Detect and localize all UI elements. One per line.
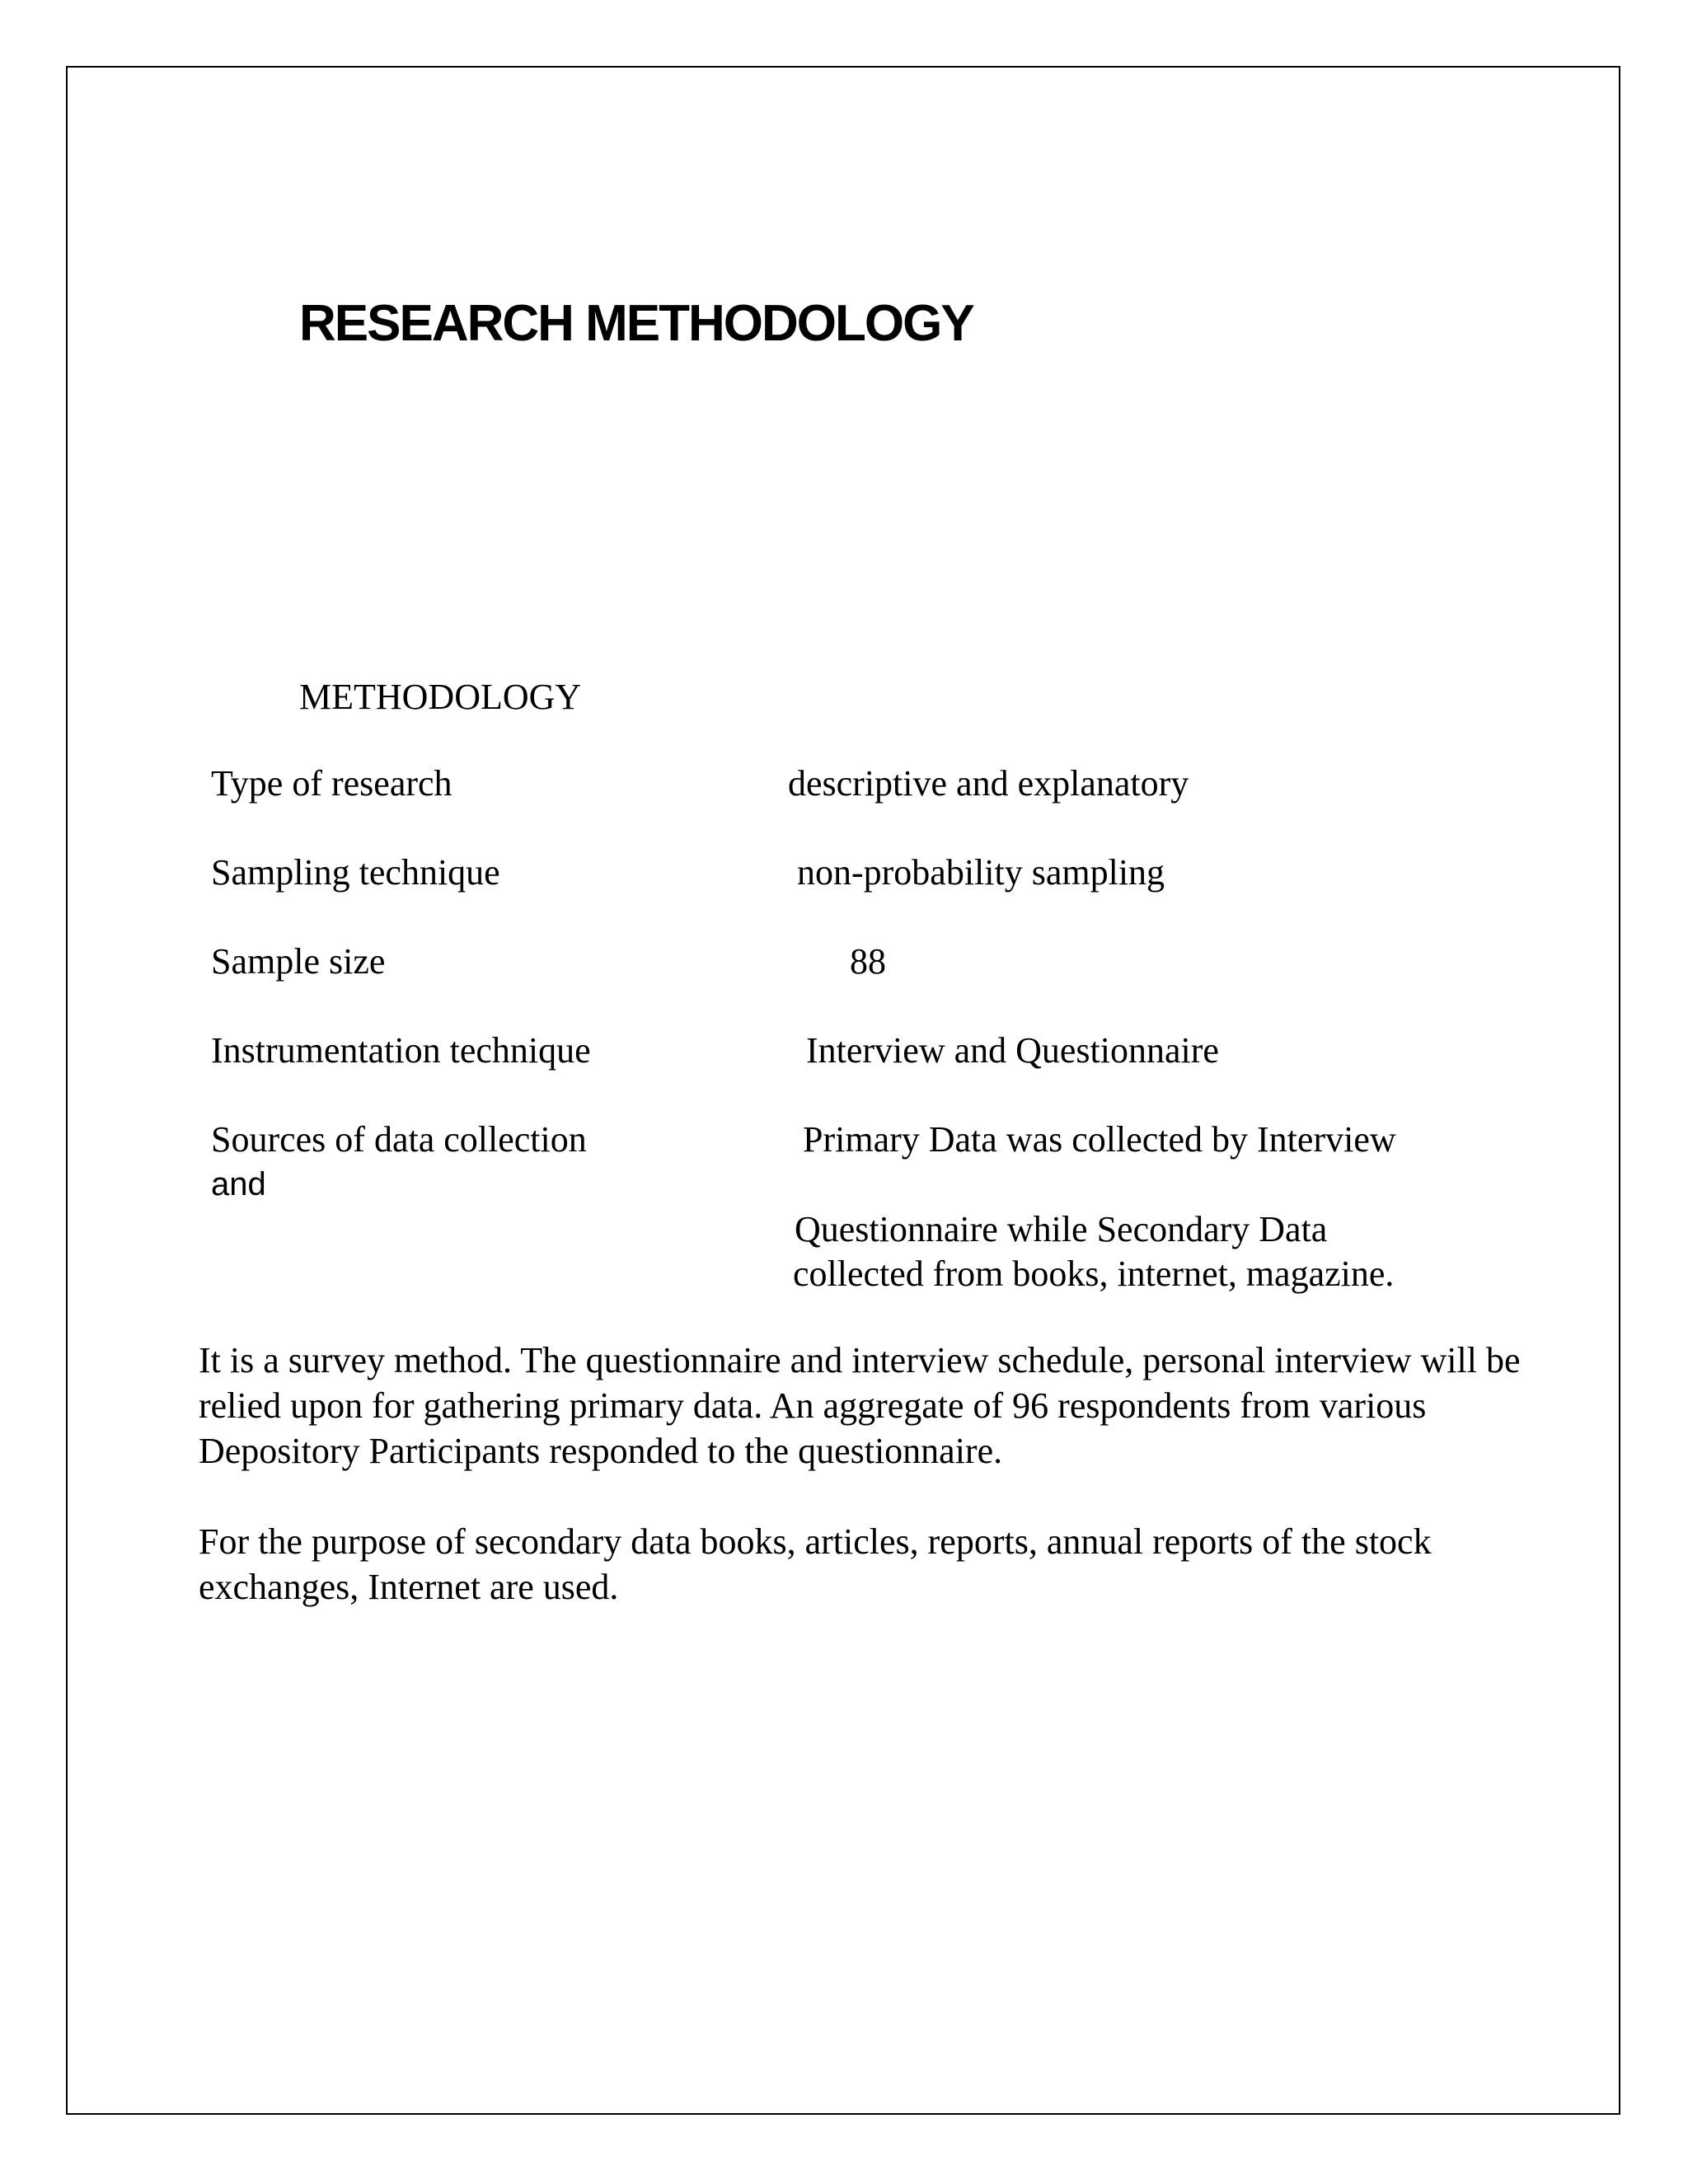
row-value-sources-of-data-collection: Primary Data was collected by Interview — [803, 1119, 1396, 1160]
paragraph-secondary-data: For the purpose of secondary data books, articles, reports, annual reports of the stock exchanges, Internet are used. — [199, 1521, 1432, 1607]
row-value-sampling-technique: non-probability sampling — [797, 852, 1165, 893]
row-value-sample-size: 88 — [850, 941, 886, 982]
row-value-type-of-research: descriptive and explanatory — [788, 763, 1189, 804]
page-border — [66, 66, 1620, 2115]
row-label-continuation: and — [211, 1166, 266, 1202]
page-title: RESEARCH METHODOLOGY — [299, 295, 973, 352]
sources-continuation-line-2: collected from books, internet, magazine. — [793, 1254, 1395, 1294]
row-label-instrumentation-technique: Instrumentation technique — [211, 1030, 591, 1071]
sources-continuation-line-1: Questionnaire while Secondary Data — [795, 1209, 1328, 1249]
row-label-sources-of-data-collection: Sources of data collection — [211, 1119, 587, 1160]
row-label-sampling-technique: Sampling technique — [211, 852, 500, 893]
section-heading: METHODOLOGY — [299, 677, 582, 717]
paragraph-survey-method: It is a survey method. The questionnaire and interview schedule, personal interview will be relied upon for gathering primary data. An aggregate of 96 respondents from various Depository Participants responded to the questionnaire. — [199, 1340, 1521, 1471]
row-value-instrumentation-technique: Interview and Questionnaire — [806, 1030, 1219, 1071]
row-label-sample-size: Sample size — [211, 941, 386, 982]
row-label-type-of-research: Type of research — [211, 763, 452, 804]
